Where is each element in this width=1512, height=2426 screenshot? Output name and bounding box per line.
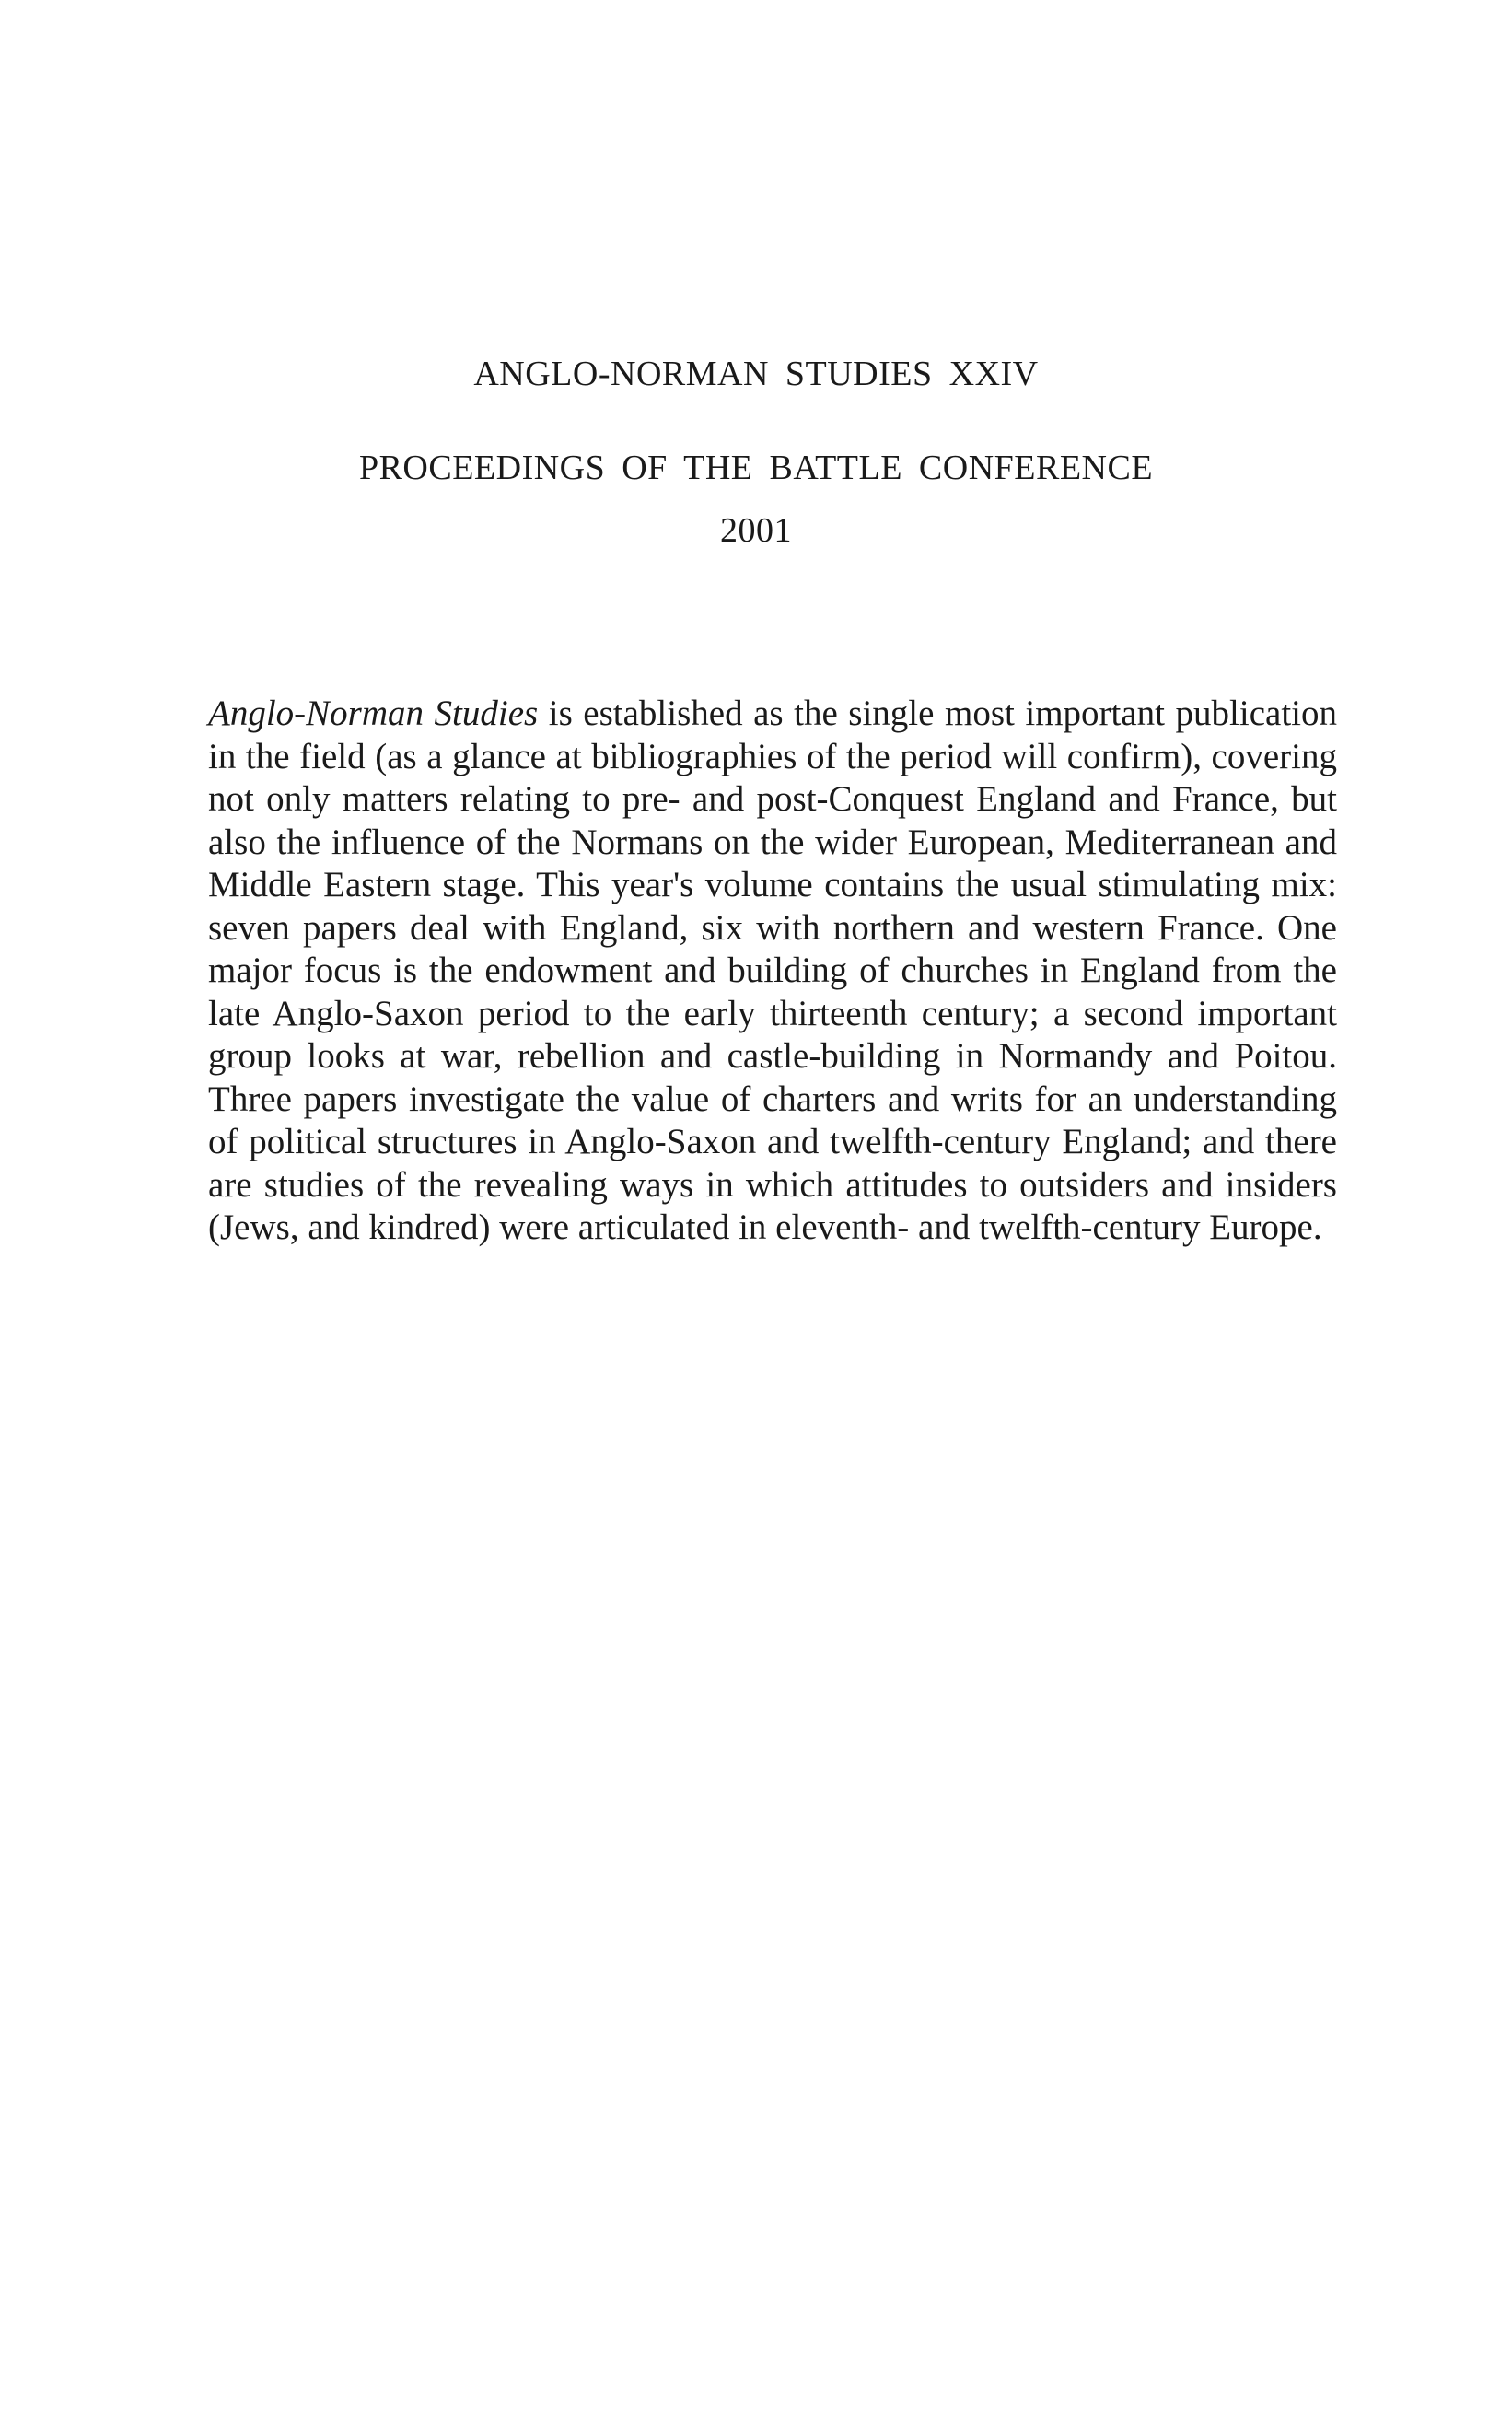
conference-subtitle: PROCEEDINGS OF THE BATTLE CONFERENCE xyxy=(358,449,1154,487)
description-body: is established as the single most important publication in the field (as a glance at bibliographies of the period will confirm), covering not only matters relating to pre- and post-Conquest England and France, but also the influence of the Normans on the wider European, Mediterranean and Middle Eastern stage. This year's volume contains the usual stimulating mix: seven papers deal with England, six with northern and western France. One major focus is the endowment and building of churches in England from the late Anglo-Saxon period to the early thirteenth century; a second important group looks at war, rebellion and castle-building in Normandy and Poitou. Three papers investigate the value of charters and writs for an understanding of political structures in Anglo-Saxon and twelfth-century England; and there are studies of the revealing ways in which attitudes to outsiders and insiders (Jews, and kindred) were articulated in eleventh- and twelfth-century Europe. xyxy=(208,694,1337,1247)
conference-year: 2001 xyxy=(720,511,792,550)
description-italic-title: Anglo-Norman Studies xyxy=(208,694,539,733)
series-title: ANGLO-NORMAN STUDIES XXIV xyxy=(473,355,1039,393)
description-paragraph xyxy=(208,693,1337,1250)
